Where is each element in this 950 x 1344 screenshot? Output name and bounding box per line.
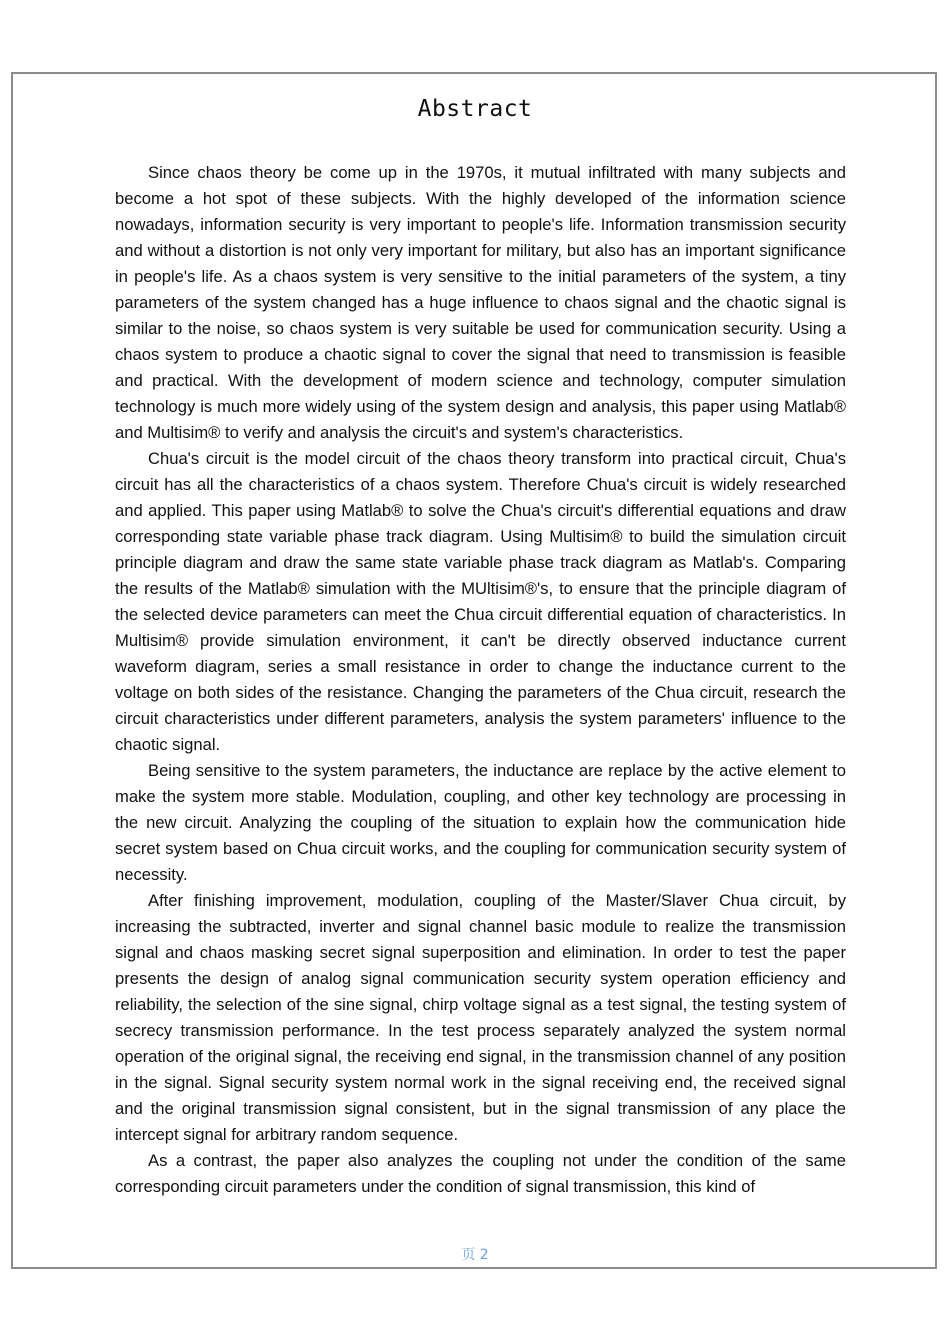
abstract-paragraph-1: Since chaos theory be come up in the 1970s, it mutual infiltrated with many subjects and become a hot spot of these subjects. With the highly developed of the information science nowadays, information security is very important to people's life. Information transmission security and without a distortion is not only very important for military, but also has an important significance in people's life. As a chaos system is very sensitive to the initial parameters of the system, a tiny parameters of the system changed has a huge influence to chaos signal and the chaotic signal is similar to the noise, so chaos system is very suitable be used for communication security. Using a chaos system to produce a chaotic signal to cover the signal that need to transmission is feasible and practical. With the development of modern science and technology, computer simulation technology is much more widely using of the system design and analysis, this paper using Matlab® and Multisim® to verify and analysis the circuit's and system's characteristics. — [115, 163, 846, 442]
page-title: Abstract — [417, 96, 533, 122]
abstract-paragraph-2: Chua's circuit is the model circuit of the chaos theory transform into practical circuit, Chua's circuit has all the characteristics of a chaos system. Therefore Chua's circuit is widely researched and applied. This paper using Matlab® to solve the Chua's circuit's differential equations and draw corresponding state variable phase track diagram. Using Multisim® to build the simulation circuit principle diagram and draw the same state variable phase track diagram as Matlab's. Comparing the results of the Matlab® simulation with the MUltisim®'s, to ensure that the principle diagram of the selected device parameters can meet the Chua circuit differential equation of characteristics. In Multisim® provide simulation environment, it can't be directly observed inductance current waveform diagram, series a small resistance in order to change the inductance current to the voltage on both sides of the resistance. Changing the parameters of the Chua circuit, research the circuit characteristics under different parameters, analysis the system parameters' influence to the chaotic signal. — [115, 449, 846, 754]
abstract-paragraph-5: As a contrast, the paper also analyzes the coupling not under the condition of the same corresponding circuit parameters under the condition of signal transmission, this kind of — [115, 1151, 846, 1196]
abstract-paragraph-4: After finishing improvement, modulation, coupling of the Master/Slaver Chua circuit, by increasing the subtracted, inverter and signal channel basic module to realize the transmission signal and chaos masking secret signal superposition and elimination. In order to test the paper presents the design of analog signal communication security system operation efficiency and reliability, the selection of the sine signal, chirp voltage signal as a test signal, the testing system of secrecy transmission performance. In the test process separately analyzed the system normal operation of the original signal, the receiving end signal, in the transmission channel of any position in the signal. Signal security system normal work in the signal receiving end, the received signal and the original transmission signal consistent, but in the signal transmission of any place the intercept signal for arbitrary random sequence. — [115, 891, 846, 1144]
abstract-paragraph-3: Being sensitive to the system parameters, the inductance are replace by the active element to make the system more stable. Modulation, coupling, and other key technology are processing in the new circuit. Analyzing the coupling of the situation to explain how the communication hide secret system based on Chua circuit works, and the coupling for communication security system of necessity. — [115, 761, 846, 884]
abstract-body — [115, 160, 846, 1200]
page-number: 页 2 — [461, 1247, 489, 1263]
